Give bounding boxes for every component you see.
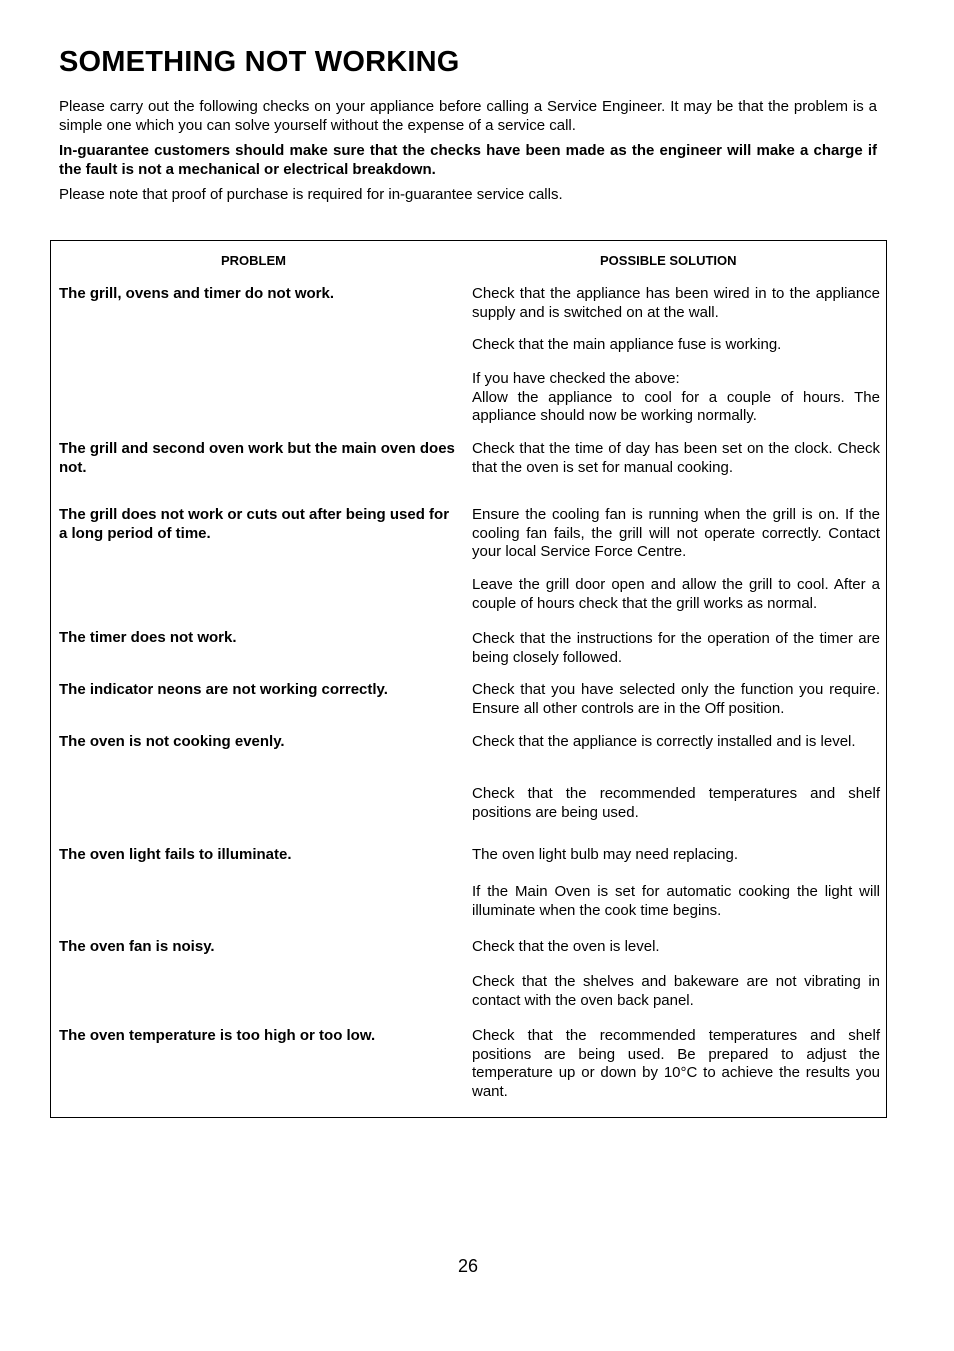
solution-item: Check that the recommended temperatures and shelf positions are being used. Be prepared to adjust the temperature up or down by 10°C to achieve the results you want. [472,1027,880,1100]
solution-item: Ensure the cooling fan is running when the grill is on. If the cooling fan fails, the grill will not operate correctly. Contact your local Service Force Centre. [472,506,880,560]
solution-item: Check that the main appliance fuse is working. [472,336,782,353]
problem-item: The oven is not cooking evenly. [59,733,285,750]
guarantee-notice: In-guarantee customers should make sure that the checks have been made as the engineer will make a charge if the fault is not a mechanical or electrical breakdown. [59,142,877,178]
page-number: 26 [457,1256,479,1276]
solution-item: Check that the appliance has been wired in to the appliance supply and is switched on at the wall. [472,285,880,321]
problem-item: The grill, ovens and timer do not work. [59,285,335,302]
solution-item: Check that the time of day has been set on the clock. Check that the oven is set for manual cooking. [472,440,880,476]
proof-of-purchase-note: Please note that proof of purchase is required for in-guarantee service calls. [59,186,563,203]
solution-item: Check that you have selected only the function you require. Ensure all other controls are in the Off position. [472,681,880,717]
solution-item: The oven light bulb may need replacing. [472,846,739,863]
problem-item: The indicator neons are not working correctly. [59,681,388,698]
troubleshooting-table [50,240,887,1118]
problem-item: The grill and second oven work but the main oven does not. [59,440,455,476]
solution-item: Check that the oven is level. [472,938,660,955]
problem-item: The oven fan is noisy. [59,938,215,955]
solution-item: Leave the grill door open and allow the grill to cool. After a couple of hours check that the grill works as normal. [472,576,880,612]
page-title: SOMETHING NOT WORKING [59,46,460,78]
solution-item: If the Main Oven is set for automatic cooking the light will illuminate when the cook time begins. [472,883,880,919]
solution-line: If you have checked the above: [472,370,680,387]
solution-item: Check that the instructions for the operation of the timer are being closely followed. [472,630,880,666]
header-problem: PROBLEM [221,253,286,268]
problem-item: The timer does not work. [59,629,237,646]
solution-line: Allow the appliance to cool for a couple of hours. The appliance should now be working normally. [472,388,880,424]
solution-item: Check that the appliance is correctly installed and is level. [472,733,856,750]
problem-item: The oven light fails to illuminate. [59,846,292,863]
solution-item: Check that the recommended temperatures and shelf positions are being used. [472,785,880,821]
problem-item: The grill does not work or cuts out after being used for a long period of time. [59,506,450,542]
header-solution: POSSIBLE SOLUTION [600,253,737,268]
intro-section [59,98,877,212]
intro-paragraph: Please carry out the following checks on your appliance before calling a Service Engineer. It may be that the problem is a simple one which you can solve yourself without the expense of a service call. [59,98,877,134]
solution-item [472,370,880,426]
problem-item: The oven temperature is too high or too low. [59,1027,376,1044]
solution-item: Check that the shelves and bakeware are not vibrating in contact with the oven back panel. [472,973,880,1009]
